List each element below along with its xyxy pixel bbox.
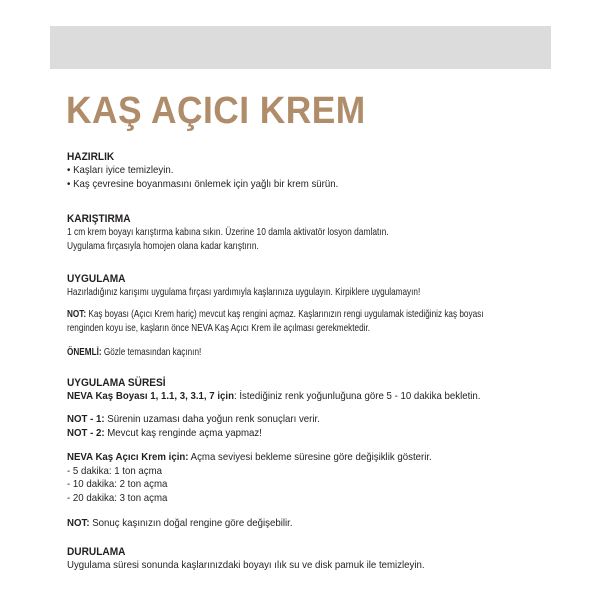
warning-line (67, 346, 441, 360)
note-line (67, 413, 509, 427)
note-text: Kaş boyası (Açıcı Krem hariç) mevcut kaş rengini açmaz. Kaşlarınızın rengi uygulamak istediğiniz kaş boyası (86, 308, 484, 320)
krem-block (67, 451, 547, 505)
warning-label: ÖNEMLİ: (67, 346, 102, 358)
uygulama-warning (67, 346, 547, 360)
uygulama-note (67, 308, 547, 335)
note-text: Mevcut kaş renginde açma yapmaz! (104, 426, 262, 439)
krem-label: NEVA Kaş Açıcı Krem için: (67, 451, 189, 463)
note-text: Sürenin uzaması daha yoğun renk sonuçları verir. (104, 413, 320, 425)
boya-label: NEVA Kaş Boyası 1, 1.1, 3, 3.1, 7 için (67, 390, 234, 402)
list-item: • Kaş çevresine boyanmasını önlemek için yağlı bir krem sürün. (67, 177, 339, 190)
note-label: NOT: (67, 308, 87, 320)
note-line (67, 308, 484, 322)
section-durulama (67, 545, 547, 573)
boya-line (67, 390, 509, 404)
paragraph-line: 1 cm krem boyayı karıştırma kabına sıkın. Üzerine 10 damla aktivatör losyon damlatın. (67, 226, 389, 238)
page-title: KAŞ AÇICI KREM (66, 90, 366, 132)
list-item: - 20 dakika: 3 ton açma (67, 491, 168, 504)
krem-line (67, 451, 509, 465)
section-heading: UYGULAMA (67, 273, 126, 285)
sure-final-note (67, 517, 547, 531)
krem-text: Açma seviyesi bekleme süresine göre değişiklik gösterir. (188, 451, 432, 463)
note-line (67, 427, 509, 441)
warning-text: Gözle temasından kaçının! (101, 346, 202, 358)
note-label: NOT - 2: (67, 426, 105, 439)
list-item: • Kaşları iyice temizleyin. (67, 164, 174, 176)
section-heading: UYGULAMA SÜRESİ (67, 377, 166, 389)
note-line: renginden koyu ise, kaşların önce NEVA Kaş Açıcı Krem ile açılması gerekmektedir. (67, 321, 371, 334)
boya-text: : İstediğiniz renk yoğunluğuna göre 5 - 10 dakika bekletin. (233, 390, 481, 402)
list-item: - 10 dakika: 2 ton açma (67, 478, 168, 490)
section-heading: DURULAMA (67, 546, 126, 558)
section-sure (67, 376, 547, 404)
list-item: - 5 dakika: 1 ton açma (67, 464, 163, 477)
note-line (67, 517, 509, 531)
note-text: Sonuç kaşınızın doğal rengine göre değişebilir. (89, 517, 293, 529)
section-karistirma (67, 212, 547, 253)
note-label: NOT: (67, 517, 90, 529)
section-heading: KARIŞTIRMA (67, 213, 131, 225)
note-label: NOT - 1: (67, 413, 105, 425)
section-uygulama (67, 272, 547, 300)
sure-notes (67, 413, 547, 440)
section-hazirlik (67, 150, 547, 191)
paragraph-line: Uygulama süresi sonunda kaşlarınızdaki boyayı ılık su ve disk pamuk ile temizleyin. (67, 559, 425, 571)
paragraph-line: Hazırladığınız karışımı uygulama fırçası yardımıyla kaşlarınıza uygulayın. Kirpiklere uygulamayın! (67, 286, 421, 298)
section-heading: HAZIRLIK (67, 151, 115, 163)
header-band (50, 26, 551, 69)
paragraph-line: Uygulama fırçasıyla homojen olana kadar karıştırın. (67, 239, 259, 252)
